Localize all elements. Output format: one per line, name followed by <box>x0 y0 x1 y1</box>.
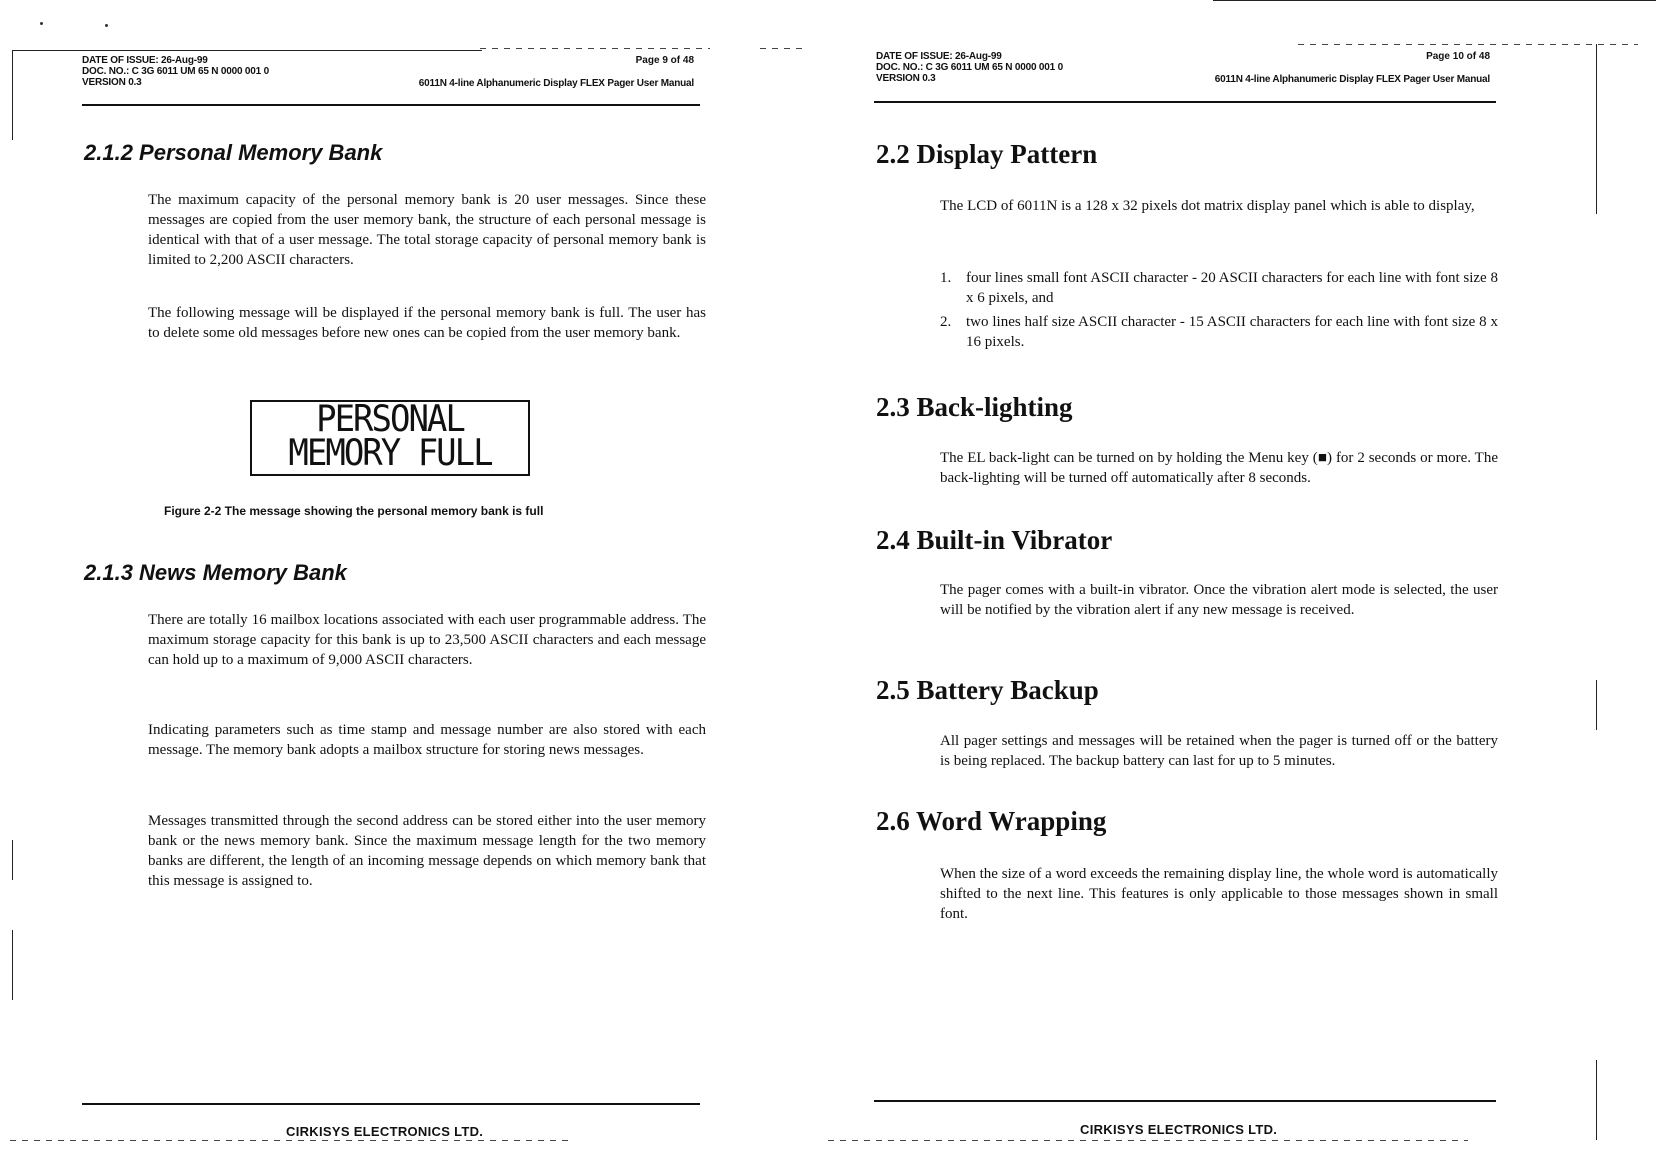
paragraph: The pager comes with a built-in vibrator. Once the vibration alert mode is selected, the user will be notified by the vibration alert if any new message is received. <box>940 582 1498 618</box>
footer-rule <box>874 1100 1496 1102</box>
page-header <box>82 55 694 105</box>
paragraph: Indicating parameters such as time stamp and message number are also stored with each message. The memory bank adopts a mailbox structure for storing news messages. <box>148 722 706 758</box>
page-footer: CIRKISYS ELECTRONICS LTD. <box>286 1124 484 1139</box>
paragraph: When the size of a word exceeds the remaining display line, the whole word is automatically shifted to the next line. This features is only applicable to those messages shown in small font. <box>940 866 1498 922</box>
scan-dash <box>760 48 805 49</box>
header-title: 6011N 4-line Alphanumeric Display FLEX Pager User Manual <box>1214 74 1490 85</box>
header-date: DATE OF ISSUE: 26-Aug-99 <box>876 51 1002 62</box>
page-footer: CIRKISYS ELECTRONICS LTD. <box>1080 1122 1278 1137</box>
paragraph: The maximum capacity of the personal memory bank is 20 user messages. Since these messages are copied from the user memory bank, the structure of each personal message is identical with that of a user message. The total storage capacity of personal memory bank is limited to 2,200 ASCII characters. <box>148 192 706 268</box>
footer-rule <box>82 1103 700 1105</box>
scan-dash <box>1298 44 1638 45</box>
scan-speck <box>105 24 108 27</box>
section-heading-2-4: 2.4 Built-in Vibrator <box>876 525 1113 555</box>
paragraph: The EL back-light can be turned on by holding the Menu key (■) for 2 seconds or more. The back-lighting will be turned off automatically after 8 seconds. <box>940 450 1498 486</box>
scan-frame-line <box>1596 680 1597 730</box>
scan-frame-line <box>1213 0 1656 1</box>
scan-frame-line <box>1596 1060 1597 1140</box>
lcd-message-figure <box>250 397 530 476</box>
section-heading-2-5: 2.5 Battery Backup <box>876 675 1099 705</box>
list-item <box>940 268 1498 308</box>
list-number: 2. <box>940 314 952 330</box>
scan-frame-line <box>1596 44 1597 214</box>
lcd-line-1: PERSONAL <box>316 397 464 441</box>
paragraph: All pager settings and messages will be retained when the pager is turned off or the battery is being replaced. The backup battery can last for up to 5 minutes. <box>940 733 1498 769</box>
header-version: VERSION 0.3 <box>876 73 936 84</box>
scan-frame-line <box>12 50 482 51</box>
header-date: DATE OF ISSUE: 26-Aug-99 <box>82 55 208 66</box>
display-pattern-list <box>940 268 1498 356</box>
scan-speck <box>40 22 43 25</box>
paragraph: The following message will be displayed if the personal memory bank is full. The user has to delete some old messages before new ones can be copied from the user memory bank. <box>148 305 706 341</box>
section-heading-2-2: 2.2 Display Pattern <box>876 139 1098 169</box>
header-rule <box>82 104 700 106</box>
section-heading-2-3: 2.3 Back-lighting <box>876 392 1073 422</box>
header-meta <box>876 51 1176 84</box>
scan-frame-line <box>12 930 13 1000</box>
scan-frame-line <box>12 50 13 140</box>
header-page-number: Page 9 of 48 <box>635 55 694 66</box>
scan-dash <box>10 1140 570 1141</box>
right-page <box>828 0 1656 1174</box>
scan-dash <box>828 1140 1468 1141</box>
paragraph: The LCD of 6011N is a 128 x 32 pixels dot matrix display panel which is able to display, <box>940 198 1475 214</box>
list-item <box>940 312 1498 352</box>
header-doc-no: DOC. NO.: C 3G 6011 UM 65 N 0000 001 0 <box>876 62 1063 73</box>
section-heading-2-6: 2.6 Word Wrapping <box>876 806 1107 836</box>
section-heading-2-1-2: 2.1.2 Personal Memory Bank <box>84 140 383 165</box>
paragraph: Messages transmitted through the second address can be stored either into the user memory bank or the news memory bank. Since the maximum message length for the two memory banks are different, the length of an incoming message depends on which memory bank that this message is assigned to. <box>148 813 706 889</box>
list-text: four lines small font ASCII character - 20 ASCII characters for each line with font size 8 x 6 pixels, and <box>966 270 1498 306</box>
scan-dash <box>480 48 710 49</box>
header-doc-no: DOC. NO.: C 3G 6011 UM 65 N 0000 001 0 <box>82 66 269 77</box>
header-page-number: Page 10 of 48 <box>1426 51 1490 62</box>
header-meta <box>82 55 382 88</box>
list-number: 1. <box>940 270 952 286</box>
list-text: two lines half size ASCII character - 15 ASCII characters for each line with font size 8 x 16 pixels. <box>966 314 1498 350</box>
header-version: VERSION 0.3 <box>82 77 142 88</box>
paragraph: There are totally 16 mailbox locations associated with each user programmable address. The maximum storage capacity for this bank is up to 23,500 ASCII characters and each message can hold up to a maximum of 9,000 ASCII characters. <box>148 612 706 668</box>
header-rule <box>874 101 1496 103</box>
figure-caption: Figure 2-2 The message showing the personal memory bank is full <box>164 504 544 518</box>
section-heading-2-1-3: 2.1.3 News Memory Bank <box>84 560 347 585</box>
header-title: 6011N 4-line Alphanumeric Display FLEX Pager User Manual <box>418 78 694 89</box>
scan-frame-line <box>12 840 13 880</box>
lcd-line-2: MEMORY FULL <box>288 431 492 475</box>
page-header <box>876 51 1490 101</box>
